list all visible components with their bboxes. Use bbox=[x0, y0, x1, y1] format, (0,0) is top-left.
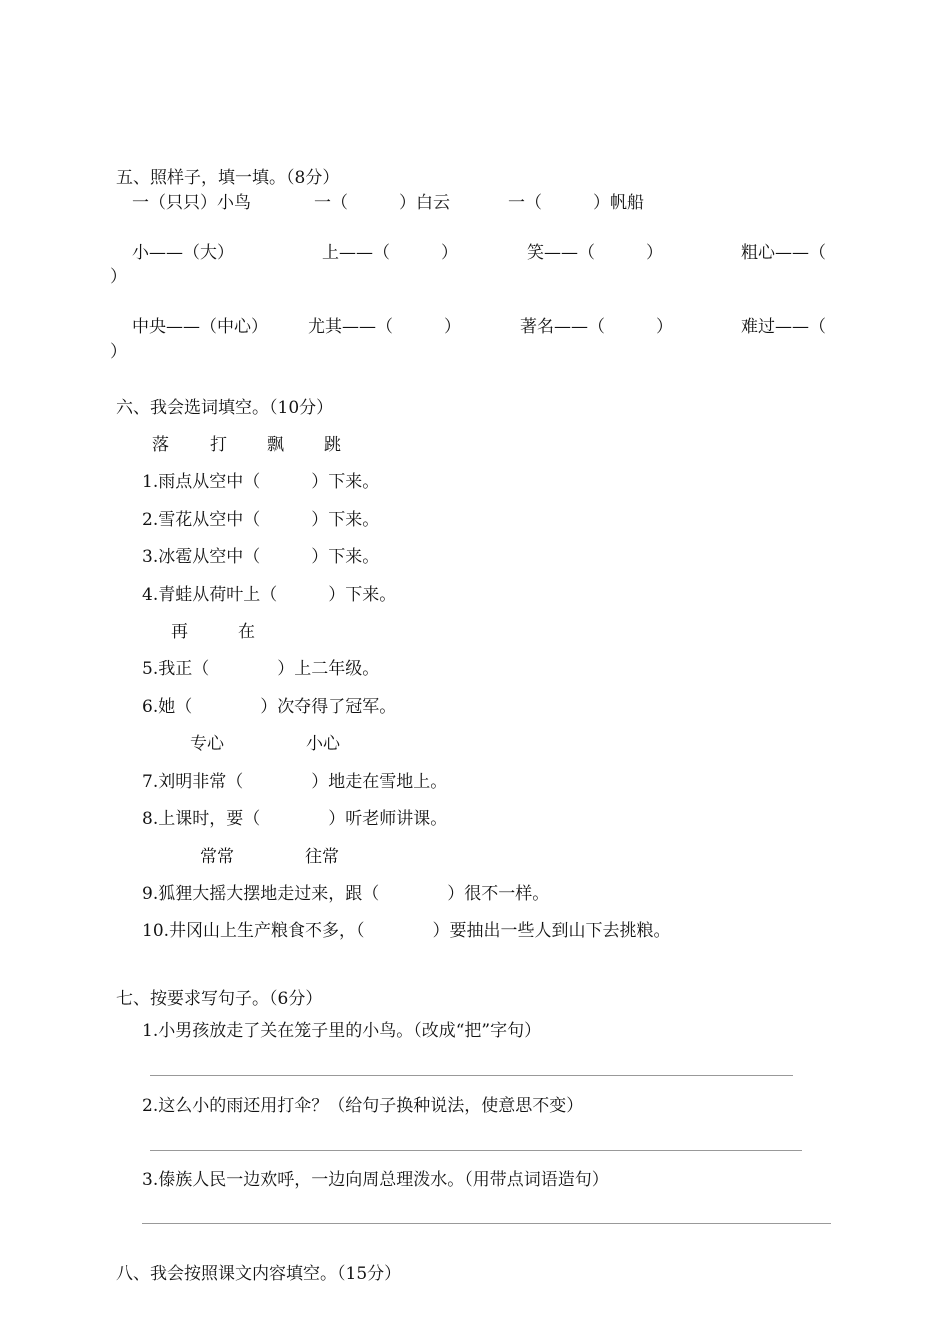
s5-row3-cont: ） bbox=[110, 342, 127, 362]
section5-title: 五、照样子，填一填。（8分） bbox=[116, 168, 340, 188]
section6-title: 六、我会选词填空。（10分） bbox=[116, 398, 334, 418]
s7-question-2: 2.这么小的雨还用打伞？（给句子换种说法，使意思不变） bbox=[142, 1096, 584, 1116]
s6-question-5: 5.我正（ ）上二年级。 bbox=[142, 659, 380, 679]
s5-row3-d: 难过——（ bbox=[741, 317, 826, 337]
word-choice: 飘 bbox=[267, 435, 284, 455]
s6-question-9: 9.狐狸大摇大摆地走过来，跟（ ）很不一样。 bbox=[142, 884, 550, 904]
section7-title: 七、按要求写句子。（6分） bbox=[116, 989, 323, 1009]
s7-question-3: 3.傣族人民一边欢呼，一边向周总理泼水。（用带点词语造句） bbox=[142, 1170, 609, 1190]
word-choice: 落 bbox=[152, 435, 169, 455]
s5-row2-a: 小——（大） bbox=[132, 243, 234, 263]
answer-line[interactable] bbox=[150, 1150, 802, 1151]
s5-row1-b: 一（ ）白云 bbox=[314, 193, 450, 213]
answer-line[interactable] bbox=[142, 1223, 831, 1224]
s6-question-1: 1.雨点从空中（ ）下来。 bbox=[142, 472, 380, 492]
s6-question-8: 8.上课时，要（ ）听老师讲课。 bbox=[142, 809, 448, 829]
s6-question-2: 2.雪花从空中（ ）下来。 bbox=[142, 510, 380, 530]
word-choice: 跳 bbox=[324, 435, 341, 455]
s6-question-10: 10.井冈山上生产粮食不多，（ ）要抽出一些人到山下去挑粮。 bbox=[142, 921, 671, 941]
word-choice: 常常 bbox=[200, 847, 234, 867]
s5-row2-d: 粗心——（ bbox=[741, 243, 826, 263]
word-choice: 小心 bbox=[306, 734, 340, 754]
word-choice: 往常 bbox=[305, 847, 339, 867]
s5-row2-c: 笑——（ ） bbox=[527, 243, 663, 263]
word-choice: 在 bbox=[238, 622, 255, 642]
s5-row3-b: 尤其——（ ） bbox=[308, 317, 461, 337]
word-choice: 专心 bbox=[190, 734, 224, 754]
section8-title: 八、我会按照课文内容填空。（15分） bbox=[116, 1264, 402, 1284]
s7-question-1: 1.小男孩放走了关在笼子里的小鸟。（改成“把”字句） bbox=[142, 1021, 542, 1041]
s6-question-4: 4.青蛙从荷叶上（ ）下来。 bbox=[142, 585, 397, 605]
s6-question-6: 6.她（ ）次夺得了冠军。 bbox=[142, 697, 397, 717]
s6-question-7: 7.刘明非常（ ）地走在雪地上。 bbox=[142, 772, 448, 792]
s5-row1-c: 一（ ）帆船 bbox=[508, 193, 644, 213]
word-choice: 打 bbox=[210, 435, 227, 455]
s5-row1-a: 一（只只）小鸟 bbox=[132, 193, 251, 213]
s5-row2-b: 上——（ ） bbox=[322, 243, 458, 263]
s6-question-3: 3.冰雹从空中（ ）下来。 bbox=[142, 547, 380, 567]
s5-row3-a: 中央——（中心） bbox=[132, 317, 268, 337]
word-choice: 再 bbox=[171, 622, 188, 642]
s5-row2-cont: ） bbox=[110, 267, 127, 287]
answer-line[interactable] bbox=[150, 1075, 793, 1076]
s5-row3-c: 著名——（ ） bbox=[520, 317, 673, 337]
